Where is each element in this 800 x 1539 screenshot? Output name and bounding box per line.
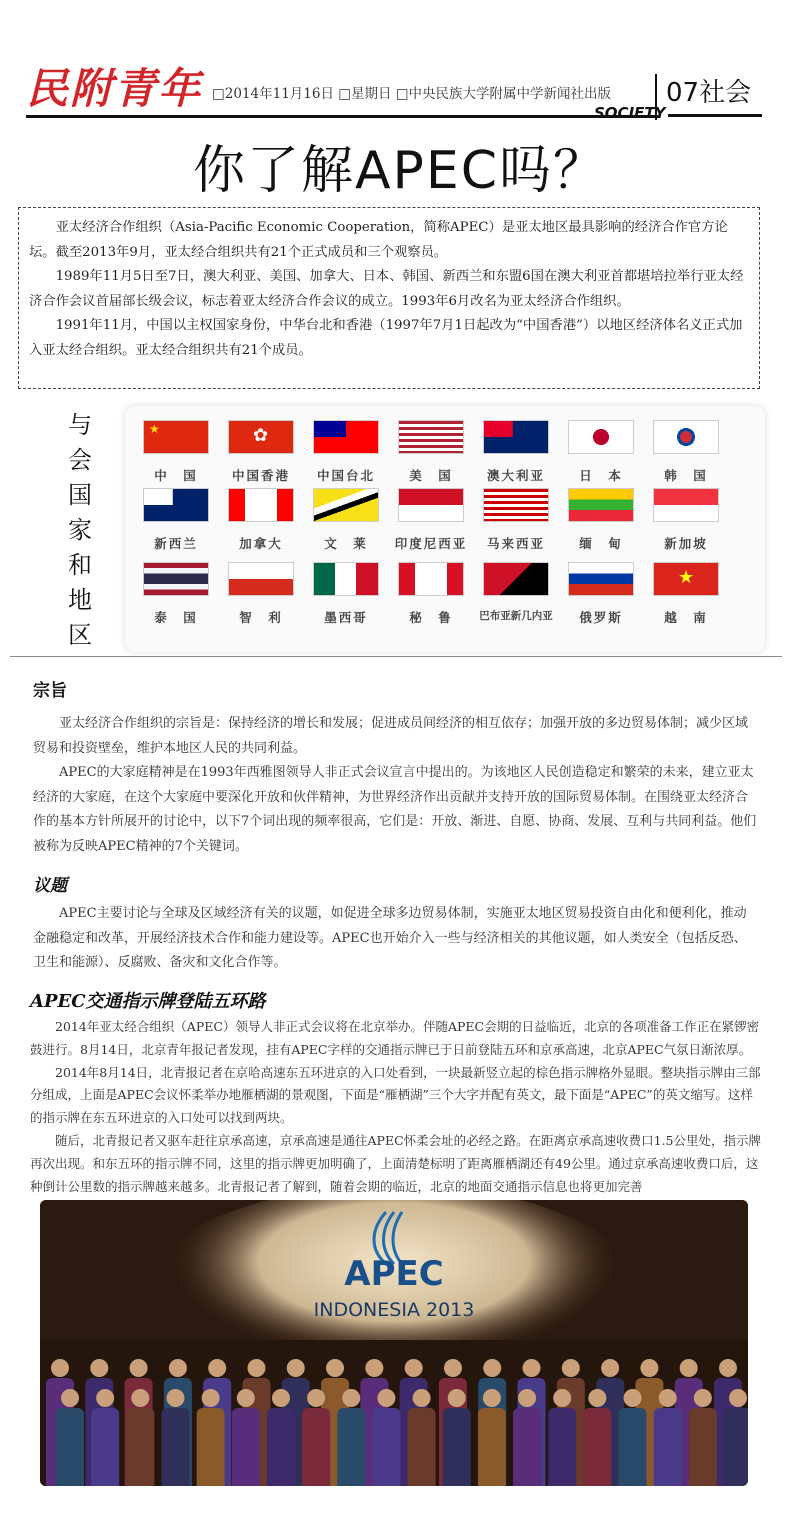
flag-label: 巴布亚新几内亚 [479, 610, 553, 622]
leader-head [624, 1389, 642, 1407]
leader-body [408, 1408, 436, 1486]
side-title-char: 区 [68, 621, 92, 649]
leader-head [413, 1389, 431, 1407]
leader-body [548, 1408, 576, 1486]
mexico-flag-icon [313, 562, 379, 596]
flag-label: 秘 鲁 [409, 610, 453, 625]
leader-body [513, 1408, 541, 1486]
purpose-paragraph: 亚太经济合作组织的宗旨是：保持经济的增长和发展；促进成员间经济的相互依存；加强开放的多边贸易体制；减少区域贸易和投资壁垒，维护本地区人民的共同利益。 [33, 716, 749, 756]
section-label: SOCIETY [594, 104, 666, 122]
leader-head [247, 1359, 265, 1377]
intro-paragraph: 1989年11月5日至7日，澳大利亚、美国、加拿大、日本、韩国、新西兰和东盟6国在澳大利亚首都堪培拉举行亚太经济合作会议首届部长级会议，标志着亚太经济合作会议的成立。1993年6月改名为亚太经济合作组织。 [29, 269, 744, 309]
flag-label: 马来西亚 [486, 536, 545, 551]
leader-head [444, 1359, 462, 1377]
leader-head [90, 1359, 108, 1377]
leader-head [51, 1359, 69, 1377]
leader-head [169, 1359, 187, 1377]
intro-paragraph: 亚太经济合作组织（Asia-Pacific Economic Cooperation，简称APEC）是亚太地区最具影响的经济合作官方论坛。截至2013年9月，亚太经合组织共有21个正式成员和三个观察员。 [29, 220, 728, 260]
side-title-char: 地 [68, 586, 92, 614]
flag-label: 加拿大 [239, 536, 283, 551]
flag-label: 印度尼西亚 [394, 536, 468, 551]
flag-label: 泰 国 [154, 610, 198, 625]
side-title-char: 国 [68, 481, 92, 509]
leader-head [365, 1359, 383, 1377]
purpose-paragraph: APEC的大家庭精神是在1993年西雅图领导人非正式会议宣言中提出的。为该地区人民创造稳定和繁荣的未来，建立亚太经济的大家庭，在这个大家庭中要深化开放和伙伴精神，为世界经济作出贡献并支持开放的国际贸易体制。在围绕亚太经济合作的基本方针所展开的讨论中，以下7个词出现的频率很高，它们是：开放、渐进、自愿、协商、发展、互利与共同利益。他们被称为反映APEC精神的7个关键词。 [33, 765, 757, 854]
malaysia-flag-icon [483, 488, 549, 522]
flag-label: 美 国 [409, 468, 453, 483]
flag-label: 俄罗斯 [579, 610, 623, 625]
hongkong-flag-icon [228, 420, 294, 454]
purpose-heading: 宗旨 [33, 681, 67, 701]
thailand-flag-icon [143, 562, 209, 596]
date-line: □2014年11月16日 □星期日 □中央民族大学附属中学新闻社出版 [212, 86, 612, 102]
side-title-char: 会 [68, 446, 92, 474]
topics-heading: 议题 [33, 876, 67, 896]
brunei-flag-icon [313, 488, 379, 522]
singapore-flag-icon [653, 488, 719, 522]
leader-body [126, 1408, 154, 1486]
leader-head [208, 1359, 226, 1377]
leader-body [232, 1408, 260, 1486]
papuanewguinea-flag-icon [483, 562, 549, 596]
flag-label: 中国台北 [316, 468, 375, 483]
japan-flag-icon [568, 420, 634, 454]
leader-head [377, 1389, 395, 1407]
leader-body [161, 1408, 189, 1486]
topics-body [33, 902, 758, 976]
leader-head [729, 1389, 747, 1407]
leader-head [272, 1389, 290, 1407]
leader-body [724, 1408, 748, 1486]
leader-head [166, 1389, 184, 1407]
apec-photo-logo: APEC [344, 1254, 444, 1294]
purpose-body [33, 712, 758, 859]
section-divider [10, 656, 782, 657]
flag-label: 韩 国 [664, 468, 708, 483]
flag-emblem-icon: ★ [678, 567, 695, 588]
leader-head [483, 1389, 501, 1407]
flag-label: 墨西哥 [324, 610, 368, 625]
leader-head [483, 1359, 501, 1377]
intro-paragraph: 1991年11月，中国以主权国家身份，中华台北和香港（1997年7月1日起改为“中国香港”）以地区经济体名义正式加入亚太经合组织。亚太经合组织共有21个成员。 [29, 318, 743, 358]
leader-head [130, 1359, 148, 1377]
leader-head [680, 1359, 698, 1377]
apec-photo-art [40, 1200, 748, 1486]
leader-head [659, 1389, 677, 1407]
chile-flag-icon [228, 562, 294, 596]
leader-head [694, 1389, 712, 1407]
leader-body [583, 1408, 611, 1486]
intro-box [18, 207, 760, 389]
korea-flag-icon [653, 420, 719, 454]
leader-body [337, 1408, 365, 1486]
leader-head [553, 1389, 571, 1407]
leader-head [405, 1359, 423, 1377]
vietnam-flag-icon [653, 562, 719, 596]
flag-label: 智 利 [239, 610, 283, 625]
leader-head [287, 1359, 305, 1377]
signs-paragraph: 2014年亚太经合组织（APEC）领导人非正式会议将在北京举办。伴随APEC会期的日益临近，北京的各项准备工作正在紧锣密鼓进行。8月14日，北京青年报记者发现，挂有APEC字样的交通指示牌已于日前登陆五环和京承高速，北京APEC气氛日渐浓厚。 [30, 1019, 760, 1057]
leader-head [202, 1389, 220, 1407]
flag-label: 文 莱 [324, 536, 368, 551]
leader-head [518, 1389, 536, 1407]
signs-body [30, 1016, 765, 1198]
myanmar-flag-icon [568, 488, 634, 522]
apec-group-photo [40, 1200, 748, 1486]
leader-body [654, 1408, 682, 1486]
taipei-flag-icon [313, 420, 379, 454]
flag-label: 中 国 [154, 468, 198, 483]
usa-flag-icon [398, 420, 464, 454]
apec-photo-caption: INDONESIA 2013 [313, 1299, 475, 1321]
flag-label: 越 南 [664, 610, 708, 625]
flag-label: 缅 甸 [579, 536, 623, 551]
china-flag-icon [143, 420, 209, 454]
top-rule-right [668, 114, 762, 117]
flag-emblem-icon: ✿ [253, 425, 269, 446]
leader-head [61, 1389, 79, 1407]
leader-body [689, 1408, 717, 1486]
leader-body [302, 1408, 330, 1486]
member-flags-panel [125, 406, 765, 652]
newspaper-masthead: 民附青年 [26, 64, 203, 113]
signs-paragraph: 2014年8月14日，北青报记者在京哈高速东五环进京的入口处看到，一块最新竖立起的棕色指示牌格外显眼。整块指示牌由三部分组成，上面是APEC会议怀柔举办地雁栖湖的景观图，下面是“雁栖湖”三个大字并配有英文，最下面是“APEC”的英文缩写。这样的指示牌在东五环进京的入口处可以找到两块。 [30, 1064, 761, 1126]
leader-head [448, 1389, 466, 1407]
leader-body [56, 1408, 84, 1486]
leader-head [640, 1359, 658, 1377]
flag-label: 新西兰 [154, 536, 198, 551]
russia-flag-icon [568, 562, 634, 596]
leader-head [342, 1389, 360, 1407]
page-number: 07社会 [666, 78, 752, 108]
leader-body [478, 1408, 506, 1486]
topics-paragraph: APEC主要讨论与全球及区域经济有关的议题，如促进全球多边贸易体制，实施亚太地区贸易投资自由化和便利化，推动金融稳定和改革，开展经济技术合作和能力建设等。APEC也开始介入一些与经济相关的其他议题，如人类安全（包括反恐、卫生和能源）、反腐败、备灾和文化合作等。 [33, 906, 747, 970]
leader-head [326, 1359, 344, 1377]
leader-body [372, 1408, 400, 1486]
leader-head [131, 1389, 149, 1407]
leader-head [601, 1359, 619, 1377]
flag-emblem-icon: ★ [149, 422, 160, 436]
flag-label: 日 本 [579, 468, 623, 483]
side-title-char: 与 [68, 411, 92, 439]
page-headline: 你了解APEC吗？ [192, 141, 608, 201]
leader-head [588, 1389, 606, 1407]
peru-flag-icon [398, 562, 464, 596]
leader-head [719, 1359, 737, 1377]
leader-head [523, 1359, 541, 1377]
side-title-char: 和 [68, 551, 92, 579]
leader-body [197, 1408, 225, 1486]
indonesia-flag-icon [398, 488, 464, 522]
top-rule [26, 115, 658, 118]
leader-body [91, 1408, 119, 1486]
flag-label: 新加坡 [664, 536, 708, 551]
signs-paragraph: 随后，北青报记者又驱车赶往京承高速，京承高速是通往APEC怀柔会址的必经之路。在距离京承高速收费口1.5公里处，指示牌再次出现。和东五环的指示牌不同，这里的指示牌更加明确了，上面清楚标明了距离雁栖湖还有49公里。通过京承高速收费口后，这种倒计公里数的指示牌越来越多。北青报记者了解到，随着会期的临近，北京的地面交通指示信息也将更加完善 [30, 1132, 762, 1194]
side-title-char: 家 [68, 516, 92, 544]
australia-flag-icon [483, 420, 549, 454]
members-side-title [66, 408, 94, 653]
newzealand-flag-icon [143, 488, 209, 522]
flag-label: 中国香港 [231, 468, 290, 483]
flag-label: 澳大利亚 [486, 468, 545, 483]
leader-head [562, 1359, 580, 1377]
leader-body [267, 1408, 295, 1486]
leader-head [96, 1389, 114, 1407]
leader-head [237, 1389, 255, 1407]
signs-heading: APEC交通指示牌登陆五环路 [30, 991, 266, 1012]
leader-head [307, 1389, 325, 1407]
canada-flag-icon [228, 488, 294, 522]
leader-body [619, 1408, 647, 1486]
leader-body [443, 1408, 471, 1486]
